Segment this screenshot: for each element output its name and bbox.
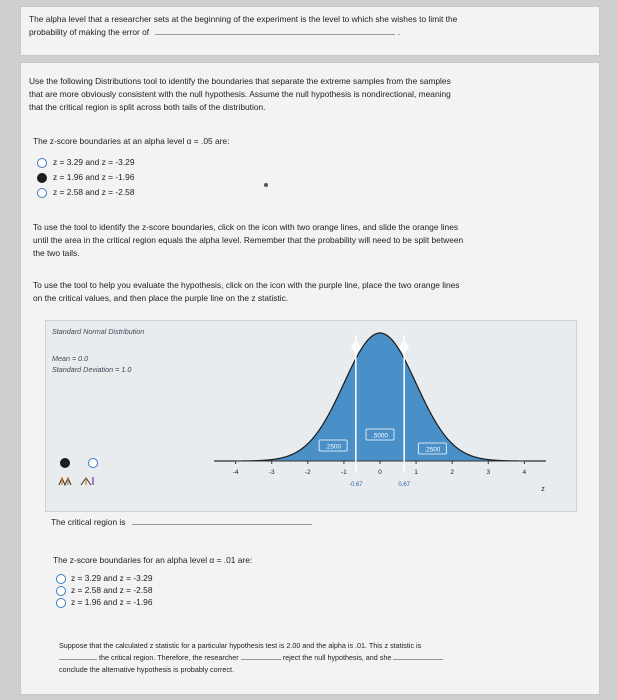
- x-axis-label: z: [541, 486, 545, 493]
- center-region: [356, 333, 404, 461]
- p1-line2: probability of making the error of .: [29, 27, 401, 37]
- alpha05-option-3-label: z = 2.58 and z = -2.58: [53, 187, 135, 197]
- alpha01-option-2-radio[interactable]: [56, 586, 66, 596]
- p1-line1: The alpha level that a researcher sets at the beginning of the experiment is the level to which she wishes to limit the: [29, 14, 458, 24]
- x-tick-label: 2: [450, 469, 454, 476]
- sd-label: Standard Deviation = 1.0: [52, 365, 132, 374]
- instruction1-line2: until the area in the critical region equals the alpha level. Remember that the probability will need to be split between: [33, 235, 464, 245]
- center-area-label: .5000: [372, 432, 388, 440]
- x-tick-label: 4: [522, 469, 527, 476]
- purple-line-icon[interactable]: [80, 476, 94, 486]
- alpha01-option-1-label: z = 3.29 and z = -3.29: [71, 573, 153, 583]
- alpha01-question: The z-score boundaries for an alpha level α = .01 are:: [53, 555, 253, 565]
- x-tick-label: 1: [414, 469, 418, 476]
- p2-line1: Use the following Distributions tool to identify the boundaries that separate the extreme samples from the samples: [29, 76, 451, 86]
- critical-region-label: The critical region is: [51, 516, 312, 529]
- two-orange-lines-icon[interactable]: [58, 476, 72, 486]
- distribution-tool[interactable]: [45, 320, 577, 512]
- alpha01-option-1-radio[interactable]: [56, 574, 66, 584]
- alpha05-option-1-radio[interactable]: [37, 158, 47, 168]
- suppose-line3: conclude the alternative hypothesis is probably correct.: [59, 665, 234, 674]
- left-boundary-value: -0.67: [348, 482, 363, 488]
- alpha05-option-3-radio[interactable]: [37, 188, 47, 198]
- x-tick-label: 0: [378, 469, 382, 476]
- error-type-blank[interactable]: [155, 34, 395, 35]
- tool-mode-radio-1[interactable]: [60, 458, 70, 468]
- question-panel-3: [20, 517, 600, 695]
- alpha01-option-3-radio[interactable]: [56, 598, 66, 608]
- alpha05-question: The z-score boundaries at an alpha level α = .05 are:: [33, 136, 230, 146]
- suppose-line2: the critical region. Therefore, the researcher reject the null hypothesis, and she: [59, 652, 443, 664]
- tool-mode-radio-2[interactable]: [88, 458, 98, 468]
- p2-line3: that the critical region is split across both tails of the distribution.: [29, 102, 266, 112]
- alpha01-option-2-label: z = 2.58 and z = -2.58: [71, 585, 153, 595]
- alpha05-option-1-label: z = 3.29 and z = -3.29: [53, 157, 135, 167]
- instruction2-line2: on the critical values, and then place the purple line on the z statistic.: [33, 293, 289, 303]
- z-statistic-region-blank[interactable]: [59, 659, 97, 660]
- alpha05-option-2-label: z = 1.96 and z = -1.96: [53, 172, 135, 182]
- cursor-dot: [264, 183, 268, 187]
- right-area-label: .2500: [424, 446, 441, 454]
- researcher-decision-blank[interactable]: [241, 659, 281, 660]
- right-boundary-value: 0.67: [398, 482, 411, 488]
- tool-title: Standard Normal Distribution: [52, 327, 145, 336]
- alpha01-option-3-label: z = 1.96 and z = -1.96: [71, 597, 153, 607]
- distribution-chart: [46, 321, 576, 511]
- x-tick-label: 3: [486, 469, 491, 476]
- left-area-label: .2500: [325, 443, 341, 451]
- x-tick-label: -2: [304, 469, 311, 476]
- alpha05-option-2-radio[interactable]: [37, 173, 47, 183]
- p2-line2: that are more obviously consistent with the null hypothesis. Assume the null hypothesis is nondirectional, meaning: [29, 89, 451, 99]
- x-tick-label: -1: [341, 469, 347, 476]
- question-panel-1: [20, 6, 600, 56]
- critical-region-blank[interactable]: [132, 524, 312, 525]
- instruction1-line3: the two tails.: [33, 248, 80, 258]
- x-tick-label: -4: [232, 469, 239, 476]
- mean-label: Mean = 0.0: [52, 354, 89, 363]
- instruction2-line1: To use the tool to help you evaluate the hypothesis, click on the icon with the purple line, place the two orange lines: [33, 280, 460, 290]
- conclusion-blank[interactable]: [393, 659, 443, 660]
- instruction1-line1: To use the tool to identify the z-score boundaries, click on the icon with two orange lines, and slide the orange lines: [33, 222, 459, 232]
- suppose-line1: Suppose that the calculated z statistic for a particular hypothesis test is 2.00 and the alpha is .01. This z statistic is: [59, 641, 422, 650]
- x-tick-label: -3: [268, 469, 275, 476]
